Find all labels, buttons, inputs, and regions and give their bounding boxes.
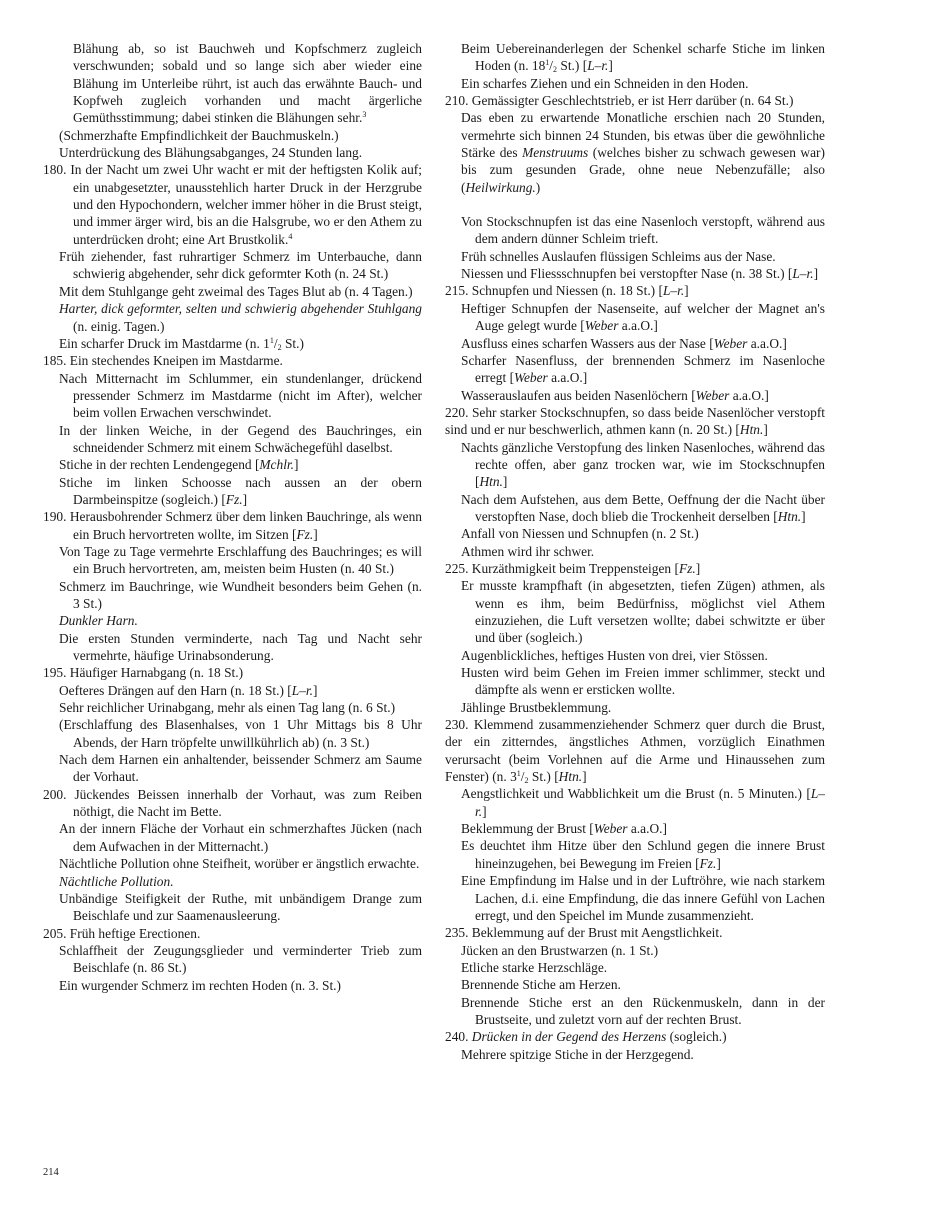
- entry-text: ]: [312, 682, 318, 698]
- entry-text: 190. Herausbohrender Schmerz über dem linken Bauchringe, als wenn ein Bruch hervortreten wollte, im Sitzen [: [43, 509, 422, 542]
- entry: [43, 855, 422, 872]
- entry-numbered: [445, 282, 825, 299]
- entry-text: 210. Gemässigter Geschlechtstrieb, er ist Herr darüber (n. 64 St.): [445, 93, 794, 109]
- entry: [445, 265, 825, 282]
- entry-text: Jücken an den Brustwarzen (n. 1 St.): [461, 942, 659, 958]
- entry-text-italic: Nächtliche Pollution.: [59, 873, 174, 889]
- entry-text: (Erschlaffung des Blasenhalses, von 1 Uhr Mittags bis 8 Uhr Abends, der Harn tröpfelte unwillkührlich ab) (n. 3 St.): [59, 717, 422, 750]
- entry-text: Nächtliche Pollution ohne Steifheit, worüber er ängstlich erwachte.: [59, 856, 420, 872]
- entry-text: Mehrere spitzige Stiche in der Herzgegend.: [461, 1046, 694, 1062]
- entry-text: ]: [313, 526, 318, 542]
- source-ref: Weber: [713, 335, 748, 351]
- entry: Ein scharfer Druck im Mastdarme (n. $1^1/_2$ St.): [59, 335, 304, 352]
- entry: [43, 699, 422, 716]
- source-ref: Htn.: [558, 769, 583, 785]
- entry: [43, 456, 422, 473]
- entry: [43, 890, 422, 925]
- entry-text: ]: [813, 266, 819, 282]
- entry: [445, 491, 825, 526]
- source-ref: Fz.: [296, 526, 314, 542]
- entry-text: 200. Jückendes Beissen innerhalb der Vorhaut, was zum Reiben nöthigt, die Nacht im Bette.: [43, 786, 422, 820]
- entry-text: St.) [: [560, 58, 588, 74]
- entry-text-italic: Menstruums: [522, 145, 589, 161]
- fraction-num: 1: [545, 58, 550, 68]
- entry-numbered: [445, 560, 825, 577]
- entry-text: Ein scharfes Ziehen und ein Schneiden in den Hoden.: [461, 75, 749, 91]
- entry-text: Beklemmung der Brust [: [461, 821, 594, 837]
- source-ref: Htn.: [479, 474, 503, 490]
- entry-text: Ein wurgender Schmerz im rechten Hoden (n. 3. St.): [59, 977, 341, 993]
- source-ref: Mchlr.: [259, 457, 294, 473]
- entry-text: Es deuchtet ihm Hitze über den Schlund gegen die innere Brust hineinzugehen, bei Bewegung im Freien [: [461, 838, 825, 871]
- entry: [445, 785, 825, 820]
- fraction-num: 1: [516, 769, 521, 779]
- source-ref: Htn.: [777, 508, 802, 524]
- entry-text: a.a.O.]: [551, 370, 588, 386]
- source-ref: L–r.: [662, 283, 685, 299]
- entry-text: ]: [582, 769, 587, 785]
- entry-text: ]: [502, 474, 508, 490]
- entry-text: Ausfluss eines scharfen Wassers aus der Nase [: [461, 335, 714, 351]
- entry-text: ]: [684, 283, 689, 299]
- entry: [43, 248, 422, 283]
- entry-text: Früh ziehender, fast ruhrartiger Schmerz im Unterbauche, dann schwierig abgehender, sehr dick geformter Koth (n. 24 St.): [59, 249, 422, 282]
- entry-text: Beim Uebereinanderlegen der Schenkel scharfe Stiche im linken Hoden (n. 18: [461, 41, 825, 74]
- entry-text: ]: [482, 803, 487, 819]
- left-column: [43, 40, 422, 994]
- source-ref: L–r.: [475, 786, 825, 819]
- source-ref: Fz.: [225, 491, 243, 507]
- entry-numbered: [445, 92, 825, 109]
- source-ref: L–r.: [792, 266, 814, 282]
- entry: [43, 630, 422, 665]
- fraction-num: 1: [269, 335, 274, 345]
- fraction-den: 2: [553, 65, 558, 75]
- entry-text: Ein scharfer Druck im Mastdarme (n. 1: [59, 335, 270, 351]
- entry-text: ]: [242, 491, 248, 507]
- entry: [445, 1046, 825, 1063]
- entry-text: ]: [294, 457, 299, 473]
- entry-text: Anfall von Niessen und Schnupfen (n. 2 St.): [461, 526, 699, 542]
- entry-text: Nach dem Harnen ein anhaltender, beissender Schmerz am Saume der Vorhaut.: [59, 752, 422, 785]
- entry-text: Augenblickliches, heftiges Husten von drei, vier Stössen.: [461, 647, 768, 663]
- entry: [445, 248, 825, 265]
- entry-text: a.a.O.]: [750, 335, 787, 351]
- entry: [43, 543, 422, 578]
- entry-text-italic: Dunkler Harn.: [59, 613, 138, 629]
- entry-text: (Schmerzhafte Empfindlichkeit der Bauchmuskeln.): [59, 127, 339, 143]
- entry-numbered: [43, 352, 422, 369]
- entry: [445, 213, 825, 248]
- source-ref: Weber: [593, 821, 628, 837]
- entry: [445, 352, 825, 387]
- entry-text: Jählinge Brustbeklemmung.: [461, 699, 612, 715]
- entry-text: Mit dem Stuhlgange geht zweimal des Tages Blut ab (n. 4 Tagen.): [59, 283, 413, 299]
- entry-text: ): [535, 179, 541, 195]
- entry-text: ]: [608, 58, 613, 74]
- entry: [43, 977, 422, 994]
- entry: [445, 577, 825, 646]
- entry-numbered: [445, 924, 825, 941]
- entry-text: 240.: [445, 1029, 469, 1045]
- entry-text: Aengstlichkeit und Wabblichkeit um die Brust (n. 5 Minuten.) [: [461, 786, 811, 802]
- entry: [445, 387, 825, 404]
- entry: [43, 370, 422, 422]
- entry-text: Nach Mitternacht im Schlummer, ein stundenlanger, drückend pressender Schmerz im Mastdarme (nicht im After), welcher beim vollen Erwachen verschwindet.: [59, 370, 422, 421]
- entry: [43, 578, 422, 613]
- entry-text: 225. Kurzäthmigkeit beim Treppensteigen [: [445, 560, 679, 576]
- entry-text: Die ersten Stunden verminderte, nach Tag und Nacht sehr vermehrte, häufige Urinabsonderung.: [59, 630, 422, 664]
- entry-text: 230. Klemmend zusammenziehender Schmerz quer durch die Brust, der ein zitterndes, ängstliches Athmen, vorzüglich Einathmen verursacht (beim Vorlehnen auf die Arme und Hinaussehen zum Fenster) (n. 3: [445, 717, 825, 785]
- entry: Beim Uebereinanderlegen der Schenkel scharfe Stiche im linken Hoden (n. $18^1/_2$ St.) [L–r.]: [461, 41, 825, 75]
- entry: [43, 422, 422, 457]
- entry: [445, 439, 825, 491]
- entry: [445, 942, 825, 959]
- source-ref: Weber: [514, 370, 548, 386]
- entry-numbered: [43, 508, 422, 543]
- entry: [43, 127, 422, 144]
- entry-text: 215. Schnupfen und Niessen (n. 18 St.) [: [445, 283, 663, 299]
- entry: [43, 144, 422, 161]
- entry-text: Schmerz im Bauchringe, wie Wundheit besonders beim Gehen (n. 3 St.): [59, 578, 422, 611]
- entry: [445, 837, 825, 872]
- entry: [43, 682, 422, 699]
- entry-text: Oefteres Drängen auf den Harn (n. 18 St.) [: [59, 682, 292, 698]
- entry-numbered: [43, 786, 422, 821]
- entry: [445, 543, 825, 560]
- entry-text: a.a.O.]: [621, 318, 658, 334]
- entry-text: (n. einig. Tagen.): [73, 318, 165, 334]
- source-ref: Weber: [695, 387, 730, 403]
- entry: [445, 820, 825, 837]
- entry-text: Stiche im linken Schoosse nach aussen an der obern Darmbeinspitze (sogleich.) [: [59, 474, 422, 507]
- entry: [43, 942, 422, 977]
- fraction-den: 2: [524, 776, 529, 786]
- right-column: [445, 40, 825, 1063]
- entry: [445, 75, 825, 92]
- source-ref: Fz.: [699, 855, 717, 871]
- entry: [445, 872, 825, 924]
- entry: [43, 873, 422, 890]
- entry-numbered: [43, 664, 422, 681]
- entry-text-italic: Heilwirkung.: [465, 179, 536, 195]
- entry-text: Unbändige Steifigkeit der Ruthe, mit unbändigem Drange zum Beischlafe und zur Saamenausleerung.: [59, 890, 422, 924]
- entry-numbered: 230. Klemmend zusammenziehender Schmerz quer durch die Brust, der ein zitterndes, ängstliches Athmen, vorzüglich Einathmen verursacht (beim Vorlehnen auf die Arme und Hinaussehen zum Fenster) (n. $3^1/_2$ St.) [Htn.]: [445, 717, 825, 786]
- source-ref: Htn.: [739, 422, 764, 438]
- source-ref: Fz.: [678, 560, 696, 576]
- entry-text: Scharfer Nasenfluss, der brennenden Schmerz im Nasenloche erregt [: [461, 352, 825, 386]
- entry-text: ]: [801, 508, 806, 524]
- entry-text: 220. Sehr starker Stockschnupfen, so dass beide Nasenlöcher verstopft sind und er nur beschwerlich, athmen kann (n. 20 St.) [: [445, 404, 825, 438]
- entry: [43, 751, 422, 786]
- source-ref: Weber: [584, 318, 619, 334]
- entry-text: 205. Früh heftige Erectionen.: [43, 925, 201, 941]
- entry-text: Etliche starke Herzschläge.: [461, 959, 608, 975]
- entry-text: Schlaffheit der Zeugungsglieder und verminderter Trieb zum Beischlafe (n. 86 St.): [59, 942, 422, 976]
- source-ref: L–r.: [587, 58, 609, 74]
- entry: [445, 335, 825, 352]
- entry-text: Unterdrückung des Blähungsabganges, 24 Stunden lang.: [59, 145, 363, 161]
- entry-text: Das eben zu erwartende Monatliche erschien nach 20 Stunden, vermehrte sich binnen 24 Stunden, bis etwas über die gewöhnliche Stärke des: [461, 110, 825, 161]
- entry-text: Wasserauslaufen aus beiden Nasenlöchern [: [461, 387, 696, 403]
- entry-text: St.): [284, 335, 304, 351]
- entry: [445, 976, 825, 993]
- entry-text: Brennende Stiche am Herzen.: [461, 977, 621, 993]
- entry-text: Niessen und Fliessschnupfen bei verstopfter Nase (n. 38 St.) [: [461, 266, 793, 282]
- entry: [445, 994, 825, 1029]
- entry-text: Athmen wird ihr schwer.: [461, 543, 595, 559]
- entry-text: An der innern Fläche der Vorhaut ein schmerzhaftes Jücken (nach dem Aufwachen in der Mitternacht.): [59, 821, 422, 854]
- entry-numbered: [445, 404, 825, 439]
- entry: [43, 716, 422, 751]
- entry-text: Nach dem Aufstehen, aus dem Bette, Oeffnung der die Nacht über verstopften Nase, doch blieb die Trockenheit derselben [: [461, 491, 825, 524]
- footnote-ref: 4: [288, 231, 293, 241]
- entry-text-italic: Drücken in der Gegend des Herzens: [471, 1029, 667, 1045]
- entry-text: Nachts gänzliche Verstopfung des linken Nasenloches, während das rechte offen, aber ganz trocken war, wie im Stockschnupfen [: [461, 439, 825, 490]
- entry-text: Sehr reichlicher Urinabgang, mehr als einen Tag lang (n. 6 St.): [59, 700, 396, 716]
- entry-text: ]: [695, 560, 701, 576]
- entry-text: Stiche in der rechten Lendengegend [: [59, 457, 260, 473]
- entry-continuation: [43, 40, 422, 127]
- entry: [43, 283, 422, 300]
- source-ref: L–r.: [291, 682, 313, 698]
- entry-numbered: [43, 161, 422, 248]
- entry: [445, 664, 825, 699]
- entry-text: 195. Häufiger Harnabgang (n. 18 St.): [43, 665, 244, 681]
- entry-text: Eine Empfindung im Halse und in der Luftröhre, wie nach starkem Lachen, d.i. eine Empfindung, die das innere Gefühl von Lachen erregt, und den Speichel im Munde zusammenzieht.: [461, 873, 825, 923]
- entry: [445, 699, 825, 716]
- entry-text: (sogleich.): [669, 1029, 727, 1045]
- entry-text: 180. In der Nacht um zwei Uhr wacht er mit der heftigsten Kolik auf; ein unabgesetzter, unausstehlich harter Druck in der Herzgrube und den Hypochondern, welcher immer höher in die Brust steigt, und immer ärger wird, bis an die Halsgrube, wo er den Athem zu unterdrücken droht; eine Art Brustkolik.: [43, 162, 422, 247]
- entry-text: (welches bisher zu schwach gewesen war) bis zum gesunden Grade, ohne neue Nebenzufälle; also (: [461, 145, 825, 195]
- fraction-den: 2: [277, 342, 282, 352]
- entry-text: a.a.O.]: [630, 821, 667, 837]
- entry: [43, 300, 422, 335]
- entry-text: Von Stockschnupfen ist das eine Nasenloch verstopft, während aus dem andern dünner Schleim trieft.: [461, 214, 825, 247]
- entry-text: 185. Ein stechendes Kneipen im Mastdarme.: [43, 353, 283, 369]
- entry-text: 235. Beklemmung auf der Brust mit Aengstlichkeit.: [445, 925, 723, 941]
- entry-text: Husten wird beim Gehen im Freien immer schlimmer, steckt und dämpfte als wenn er ersticken wollte.: [461, 665, 825, 698]
- entry: [445, 959, 825, 976]
- entry-text: In der linken Weiche, in der Gegend des Bauchringes, ein schneidender Schmerz mit einem Schwächegefühl daselbst.: [59, 422, 422, 455]
- entry-text: Er musste krampfhaft (in abgesetzten, tiefen Zügen) athmen, als wenn es ihm, beim Bedürfniss, möglichst viel Athem einzuziehen, die Luft versetzen wollte; dabei schwitzte er über und über (sogleich.): [461, 578, 825, 646]
- entry: [445, 647, 825, 664]
- entry: [43, 820, 422, 855]
- entry-text: Blähung ab, so ist Bauchweh und Kopfschmerz zugleich verschwunden; sobald und so lange sich aber wieder eine Blähung im Unterleibe rührt, ist auch das erwähnte Bauch- und Kopfweh zugleich vorhanden und macht ärgerliche Gemüthsstimmung; dabei stinken die Blähungen sehr.: [73, 41, 422, 126]
- entry-text: Brennende Stiche erst an den Rückenmuskeln, dann in der Brustseite, und zuletzt vorn auf der rechten Brust.: [461, 994, 825, 1027]
- page-number: 214: [43, 1167, 59, 1178]
- entry-text: Früh schnelles Auslaufen flüssigen Schleims aus der Nase.: [461, 248, 776, 264]
- entry: [445, 300, 825, 335]
- entry-text: St.) [: [531, 769, 559, 785]
- entry-numbered: [43, 925, 422, 942]
- entry: [43, 612, 422, 629]
- entry-text: ]: [716, 855, 721, 871]
- entry-text: Heftiger Schnupfen der Nasenseite, auf welcher der Magnet an's Auge gelegt wurde [: [461, 300, 825, 334]
- footnote-ref: 3: [362, 110, 367, 120]
- entry-text-italic: Harter, dick geformter, selten und schwierig abgehender Stuhlgang: [59, 301, 422, 317]
- entry-text: ]: [763, 422, 768, 438]
- entry: [445, 525, 825, 542]
- entry-text: Von Tage zu Tage vermehrte Erschlaffung des Bauchringes; es will ein Bruch hervortreten, am, meisten beim Husten (n. 40 St.): [59, 543, 422, 577]
- entry-text: a.a.O.]: [732, 387, 769, 403]
- entry: [43, 474, 422, 509]
- entry-numbered: [445, 1028, 825, 1045]
- entry: [445, 109, 825, 196]
